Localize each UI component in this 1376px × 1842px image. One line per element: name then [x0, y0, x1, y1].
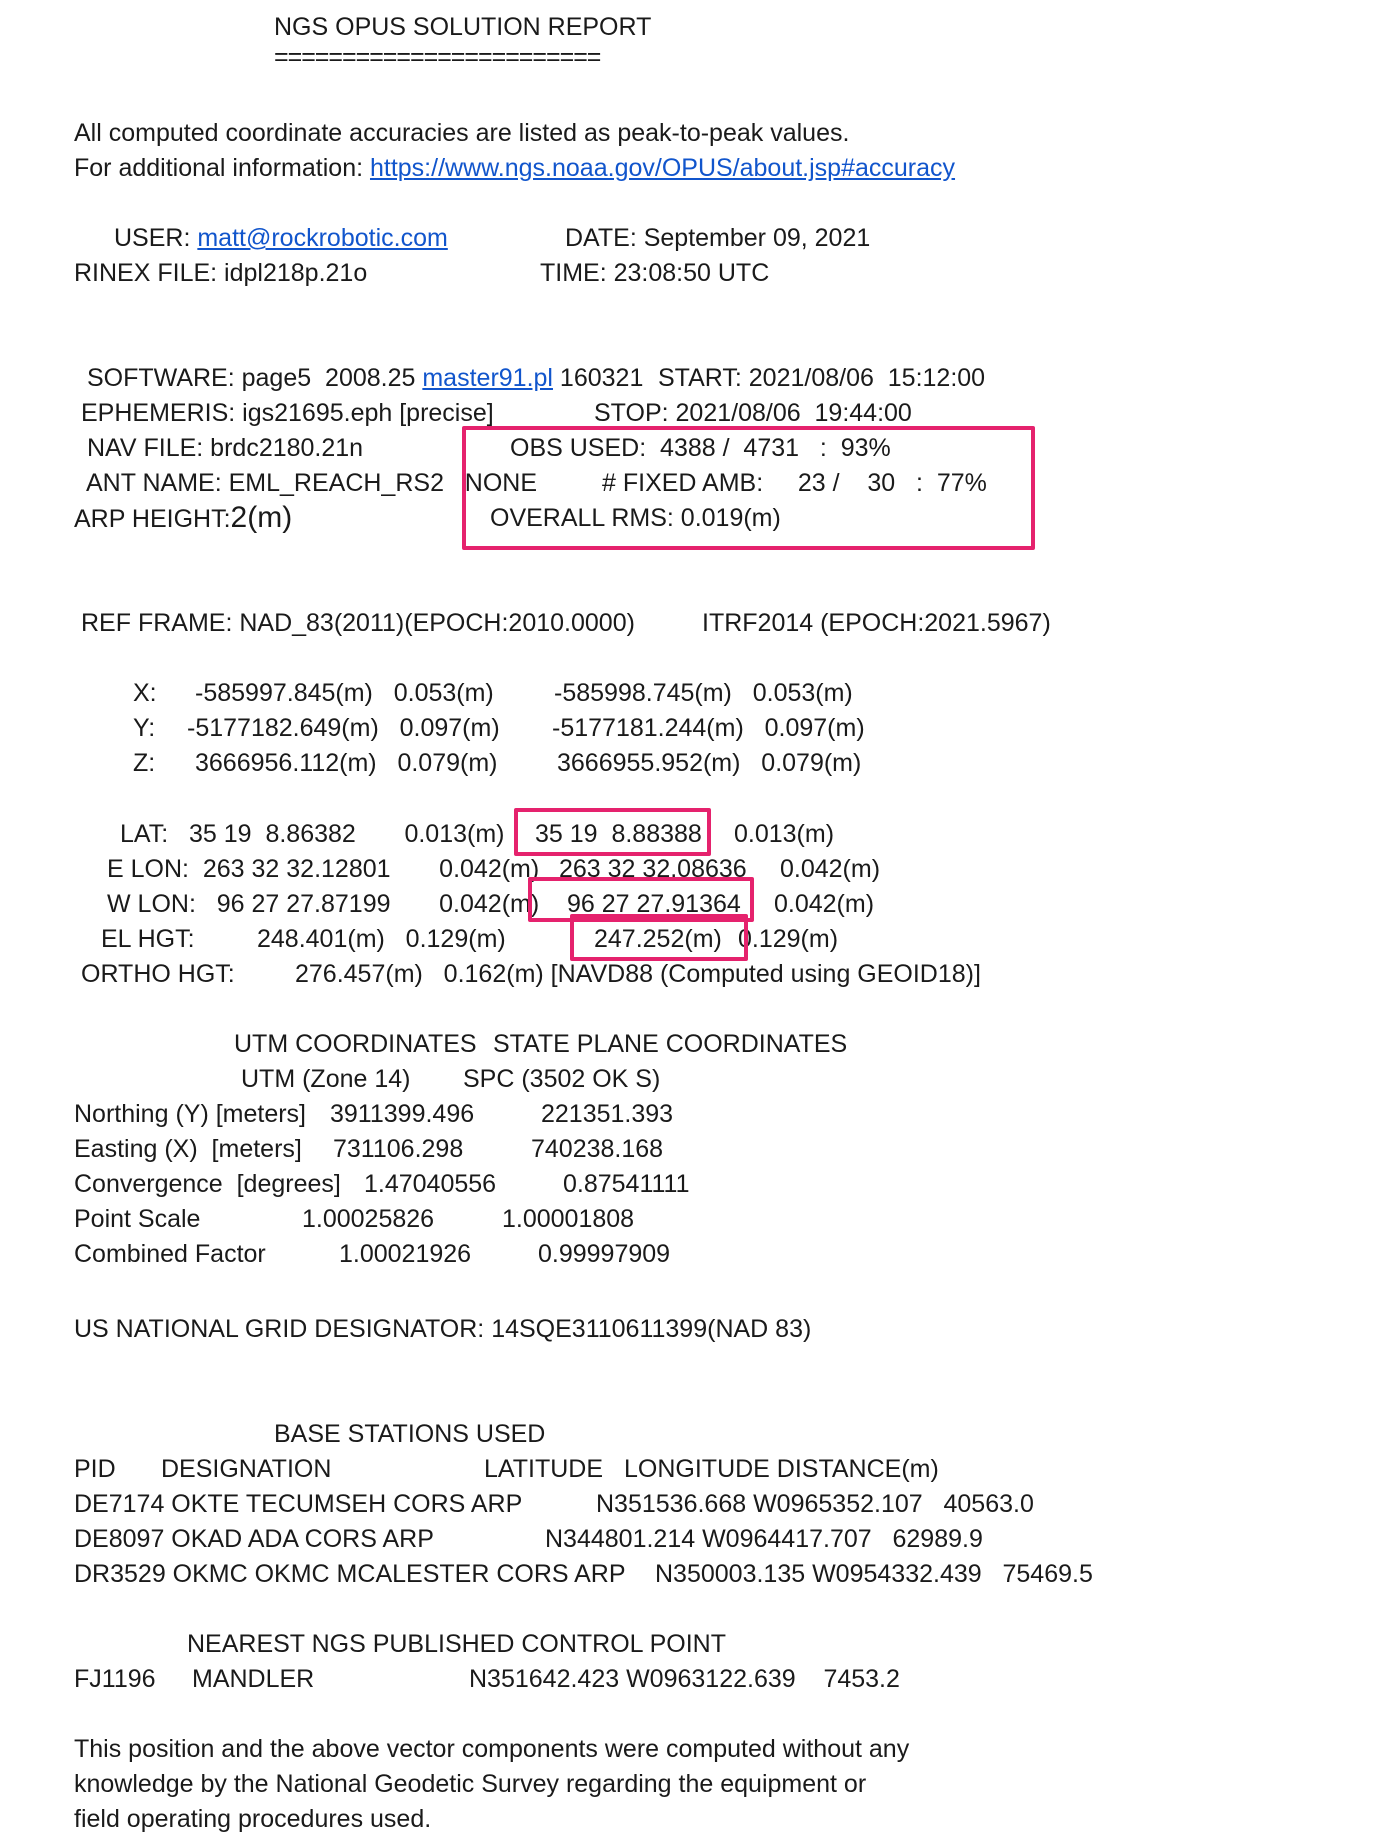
base-header-pid: PID: [74, 1455, 116, 1483]
base-header-latitude: LATITUDE: [484, 1455, 603, 1483]
coord-row-utm: 1.00021926: [339, 1240, 472, 1268]
coord-row-label: Combined Factor: [74, 1240, 266, 1268]
wlon-itrf-accuracy: 0.042(m): [774, 890, 875, 918]
nearest-pid: FJ1196: [74, 1665, 156, 1693]
coord-row-spc: 221351.393: [541, 1100, 674, 1128]
coord-row-label: Point Scale: [74, 1205, 201, 1233]
user-line: [114, 223, 448, 253]
start-line: START: 2021/08/06 15:12:00: [658, 364, 986, 392]
arp-height-label: ARP HEIGHT:: [74, 505, 231, 533]
lat-itrf-accuracy: 0.013(m): [734, 820, 835, 848]
y-nad-value: -5177182.649(m) 0.097(m): [187, 714, 500, 742]
accuracy-note: All computed coordinate accuracies are listed as peak-to-peak values.: [74, 119, 850, 147]
overall-rms-line: OVERALL RMS: 0.019(m): [490, 504, 781, 532]
elon-nad-line: E LON: 263 32 32.12801 0.042(m): [107, 855, 540, 883]
elhgt-itrf-accuracy: 0.129(m): [738, 925, 839, 953]
coord-row-spc: 0.99997909: [538, 1240, 671, 1268]
coord-row-label: Easting (X) [meters]: [74, 1135, 302, 1163]
report-title: NGS OPUS SOLUTION REPORT: [274, 13, 652, 41]
fixed-amb-line: # FIXED AMB: 23 / 30 : 77%: [602, 469, 987, 497]
ref-frame-line: REF FRAME: NAD_83(2011)(EPOCH:2010.0000): [81, 609, 635, 637]
base-stations-title: BASE STATIONS USED: [274, 1420, 546, 1448]
z-nad-value: 3666956.112(m) 0.079(m): [195, 749, 498, 777]
highlight-box-elhgt: [570, 914, 748, 961]
software-label: SOFTWARE: page5 2008.25: [87, 364, 423, 392]
software-line: [87, 363, 643, 393]
nearest-control-title: NEAREST NGS PUBLISHED CONTROL POINT: [187, 1630, 726, 1658]
usng-line: US NATIONAL GRID DESIGNATOR: 14SQE3110611399(NAD 83): [74, 1315, 812, 1343]
software-version: 160321: [552, 364, 644, 392]
wlon-itrf-value: 96 27 27.91364: [567, 890, 741, 918]
x-label: X:: [133, 679, 157, 707]
arp-height-value: 2(m): [230, 501, 293, 534]
y-label: Y:: [133, 714, 156, 742]
x-nad-value: -585997.845(m) 0.053(m): [195, 679, 494, 707]
nav-file-line: NAV FILE: brdc2180.21n: [87, 434, 364, 462]
base-station-coords: N351536.668 W0965352.107 40563.0: [596, 1490, 1034, 1518]
base-station-name: DE8097 OKAD ADA CORS ARP: [74, 1525, 434, 1553]
elhgt-nad-value: 248.401(m) 0.129(m): [257, 925, 506, 953]
obs-used-line: OBS USED: 4388 / 4731 : 93%: [510, 434, 891, 462]
ortho-label: ORTHO HGT:: [81, 960, 235, 988]
accuracy-link[interactable]: https://www.ngs.noaa.gov/OPUS/about.jsp#accuracy: [369, 154, 956, 182]
rinex-line: RINEX FILE: idpl218p.21o: [74, 259, 368, 287]
user-email-link[interactable]: matt@rockrobotic.com: [197, 224, 448, 252]
itrf-frame-line: ITRF2014 (EPOCH:2021.5967): [702, 609, 1051, 637]
ortho-value: 276.457(m) 0.162(m) [NAVD88 (Computed using GEOID18)]: [295, 960, 981, 988]
footer-line: field operating procedures used.: [74, 1805, 432, 1833]
ephemeris-line: EPHEMERIS: igs21695.eph [precise]: [81, 399, 494, 427]
base-station-coords: N350003.135 W0954332.439 75469.5: [655, 1560, 1093, 1588]
base-station-name: DR3529 OKMC OKMC MCALESTER CORS ARP: [74, 1560, 626, 1588]
x-itrf-value: -585998.745(m) 0.053(m): [554, 679, 853, 707]
stop-line: STOP: 2021/08/06 19:44:00: [594, 399, 912, 427]
coord-row-spc: 740238.168: [531, 1135, 664, 1163]
lat-itrf-value: 35 19 8.88388: [535, 820, 702, 848]
highlight-box-lat: [514, 808, 711, 856]
nearest-name: MANDLER: [192, 1665, 315, 1693]
coord-row-spc: 0.87541111: [563, 1170, 690, 1198]
base-station-name: DE7174 OKTE TECUMSEH CORS ARP: [74, 1490, 523, 1518]
utm-zone: UTM (Zone 14): [241, 1065, 411, 1093]
coord-row-utm: 1.47040556: [364, 1170, 497, 1198]
elhgt-label: EL HGT:: [101, 925, 195, 953]
spc-zone: SPC (3502 OK S): [463, 1065, 661, 1093]
info-line: [74, 153, 955, 183]
base-header-longitude-distance: LONGITUDE DISTANCE(m): [624, 1455, 939, 1483]
user-label: USER:: [114, 224, 198, 252]
arp-height-line: [74, 503, 292, 534]
title-underline: ========================: [274, 43, 601, 71]
y-itrf-value: -5177181.244(m) 0.097(m): [552, 714, 865, 742]
base-station-coords: N344801.214 W0964417.707 62989.9: [545, 1525, 983, 1553]
wlon-nad-line: W LON: 96 27 27.87199 0.042(m): [107, 890, 540, 918]
z-label: Z:: [133, 749, 156, 777]
footer-line: knowledge by the National Geodetic Survey regarding the equipment or: [74, 1770, 867, 1798]
software-link[interactable]: master91.pl: [422, 364, 553, 392]
utm-heading: UTM COORDINATES: [234, 1030, 477, 1058]
z-itrf-value: 3666955.952(m) 0.079(m): [557, 749, 862, 777]
time-line: TIME: 23:08:50 UTC: [540, 259, 770, 287]
coord-row-label: Northing (Y) [meters]: [74, 1100, 307, 1128]
coord-row-spc: 1.00001808: [502, 1205, 635, 1233]
spc-heading: STATE PLANE COORDINATES: [493, 1030, 848, 1058]
info-label: For additional information:: [74, 154, 370, 182]
nearest-coords: N351642.423 W0963122.639 7453.2: [469, 1665, 900, 1693]
elhgt-itrf-value: 247.252(m): [594, 925, 722, 953]
coord-row-utm: 3911399.496: [330, 1100, 475, 1128]
base-header-designation: DESIGNATION: [161, 1455, 332, 1483]
footer-line: This position and the above vector components were computed without any: [74, 1735, 910, 1763]
ant-name-line: ANT NAME: EML_REACH_RS2 NONE: [86, 469, 538, 497]
coord-row-utm: 1.00025826: [302, 1205, 435, 1233]
highlight-box-stats: [462, 426, 1035, 550]
coord-row-label: Convergence [degrees]: [74, 1170, 341, 1198]
date-line: DATE: September 09, 2021: [565, 224, 871, 252]
lat-nad-line: LAT: 35 19 8.86382 0.013(m): [120, 820, 505, 848]
elon-itrf-value: 263 32 32.08636: [559, 855, 747, 883]
coord-row-utm: 731106.298: [333, 1135, 464, 1163]
elon-itrf-accuracy: 0.042(m): [780, 855, 881, 883]
